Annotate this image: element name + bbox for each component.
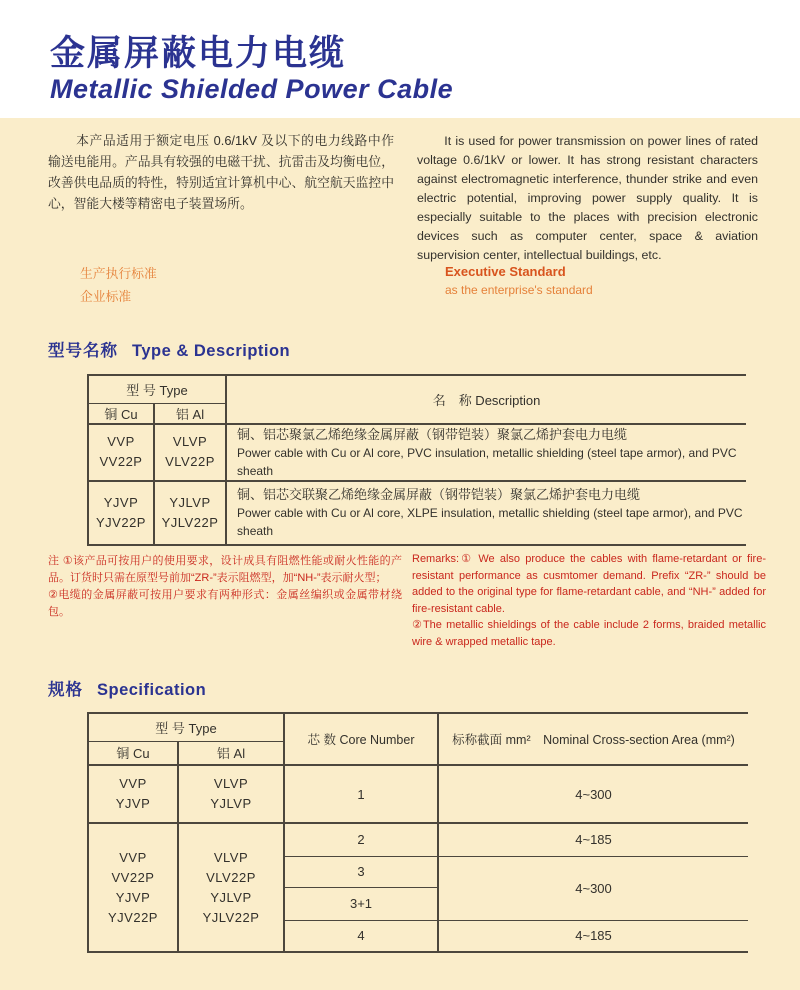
cell-cu-types — [88, 424, 154, 481]
col-header-description: 名 称 Description — [226, 375, 746, 424]
type-code: YJLVP — [210, 889, 252, 905]
cell-core-number: 3+1 — [284, 887, 438, 920]
type-code: VLVP — [213, 776, 249, 791]
cell-al-types — [154, 424, 226, 481]
type-code: VLVP — [172, 434, 208, 449]
standard-zh-line2: 企业标准 — [80, 289, 132, 304]
cell-core-number: 4 — [284, 920, 438, 952]
type-description-table — [87, 374, 746, 546]
col-header-cu: 铜 Cu — [88, 741, 178, 765]
description-zh: 铜、铝芯交联聚乙烯绝缘金属屏蔽（钢带铠装）聚氯乙烯护套电力电缆 — [237, 487, 641, 502]
type-code: VV22P — [111, 869, 155, 885]
col-header-cu: 铜 Cu — [88, 403, 154, 424]
table-row — [88, 481, 746, 545]
type-code: VLV22P — [165, 454, 215, 469]
table-row — [88, 823, 748, 856]
cell-cu-types — [88, 765, 178, 823]
cell-core-number: 2 — [284, 823, 438, 856]
intro-paragraph-zh: 本产品适用于额定电压 0.6/1kV 及以下的电力线路中作输送电能用。产品具有较强的电磁干扰、抗雷击及均衡电位，改善供电品质的特性，特别适宜计算机中心、航空航天监控中心，智能大楼等精密电子装置场所。 — [48, 133, 394, 211]
cell-description — [226, 424, 746, 481]
type-code: YJLVP — [169, 494, 211, 510]
type-code: VLVP — [213, 849, 249, 865]
page-title-en: Metallic Shielded Power Cable — [50, 74, 454, 104]
type-code: YJVP — [103, 494, 139, 510]
cell-cross-section: 4~300 — [438, 856, 748, 920]
executive-standard-zh — [80, 262, 157, 308]
page-title-zh: 金属屏蔽电力电缆 — [50, 34, 347, 73]
section-heading-specification — [48, 676, 206, 700]
cell-cu-types — [88, 481, 154, 545]
cell-cu-types — [88, 823, 178, 952]
remarks-en — [412, 551, 766, 650]
col-header-type: 型 号 Type — [88, 713, 284, 741]
cell-core-number: 1 — [284, 765, 438, 823]
section-heading-zh: 型号名称 — [48, 342, 118, 360]
remark-zh-item1: 注 ①该产品可按用户的使用要求，设计成具有阻燃性能或耐火性能的产品。订货时只需在原型号前加“ZR-”表示阻燃型，加“NH-”表示耐火型； — [48, 555, 402, 584]
cell-al-types — [154, 481, 226, 545]
cell-cross-section: 4~185 — [438, 823, 748, 856]
type-code: YJLV22P — [161, 514, 219, 530]
cell-al-types — [178, 823, 284, 952]
col-header-cross-section: 标称截面 mm² Nominal Cross-section Area (mm²) — [438, 713, 748, 765]
cell-al-types — [178, 765, 284, 823]
type-code: YJVP — [115, 796, 151, 811]
cell-core-number: 3 — [284, 856, 438, 887]
col-header-al: 铝 Al — [154, 403, 226, 424]
specification-table — [87, 712, 748, 953]
remark-en-item1: Remarks:① We also produce the cables with flame-retardant or fire-resistant performance as cusmtomer demand. Prefix “ZR-” should be added to the original type for flame-retardant cable, and “NH-” added for fire-resistant cable. — [412, 553, 766, 615]
standard-en-title: Executive Standard — [445, 264, 566, 279]
type-code: YJVP — [115, 889, 151, 905]
cell-cross-section: 4~300 — [438, 765, 748, 823]
type-code: YJV22P — [96, 514, 146, 530]
col-header-core-number: 芯 数 Core Number — [284, 713, 438, 765]
type-code: YJLV22P — [202, 909, 260, 925]
section-heading-en: Specification — [97, 681, 207, 699]
remark-en-item2: ②The metallic shieldings of the cable include 2 forms, braided metallic wire & wrapped metallic tape. — [412, 619, 766, 648]
remarks-zh — [48, 553, 402, 621]
standard-en-subtitle: as the enterprise's standard — [445, 283, 593, 297]
standard-zh-line1: 生产执行标准 — [80, 266, 157, 281]
col-header-al: 铝 Al — [178, 741, 284, 765]
type-code: VLV22P — [206, 869, 256, 885]
type-code: VV22P — [99, 454, 143, 469]
cell-description — [226, 481, 746, 545]
cell-cross-section: 4~185 — [438, 920, 748, 952]
description-en: Power cable with Cu or Al core, XLPE insulation, metallic shielding (steel tape armor), and PVC sheath — [237, 506, 743, 538]
description-zh: 铜、铝芯聚氯乙烯绝缘金属屏蔽（钢带铠装）聚氯乙烯护套电力电缆 — [237, 426, 628, 442]
type-code: VVP — [119, 776, 147, 791]
section-heading-type-description — [48, 337, 290, 361]
table-row — [88, 765, 748, 823]
col-header-type: 型 号 Type — [88, 375, 226, 403]
description-en: Power cable with Cu or Al core, PVC insulation, metallic shielding (steel tape armor), and PVC sheath — [237, 445, 737, 478]
type-code: VVP — [107, 434, 135, 449]
table-row — [88, 424, 746, 481]
type-code: VVP — [119, 849, 147, 865]
remark-zh-item2: ②电缆的金属屏蔽可按用户要求有两种形式：金属丝编织或金属带材绕包。 — [48, 589, 402, 618]
section-heading-en: Type & Description — [132, 342, 291, 360]
executive-standard-en — [445, 262, 593, 300]
type-code: YJV22P — [108, 909, 158, 925]
intro-paragraph-en: It is used for power transmission on power lines of rated voltage 0.6/1kV or lower. It has strong resistant characters against electromagnetic interference, thunder strike and even electric potential, improving power supply quality. It is especially suitable to the places with precision electronic devices such as computer center, space & aviation supervision center, intellectual buildings, etc. — [417, 134, 758, 262]
type-code: YJLVP — [210, 796, 252, 811]
section-heading-zh: 规格 — [48, 681, 83, 699]
